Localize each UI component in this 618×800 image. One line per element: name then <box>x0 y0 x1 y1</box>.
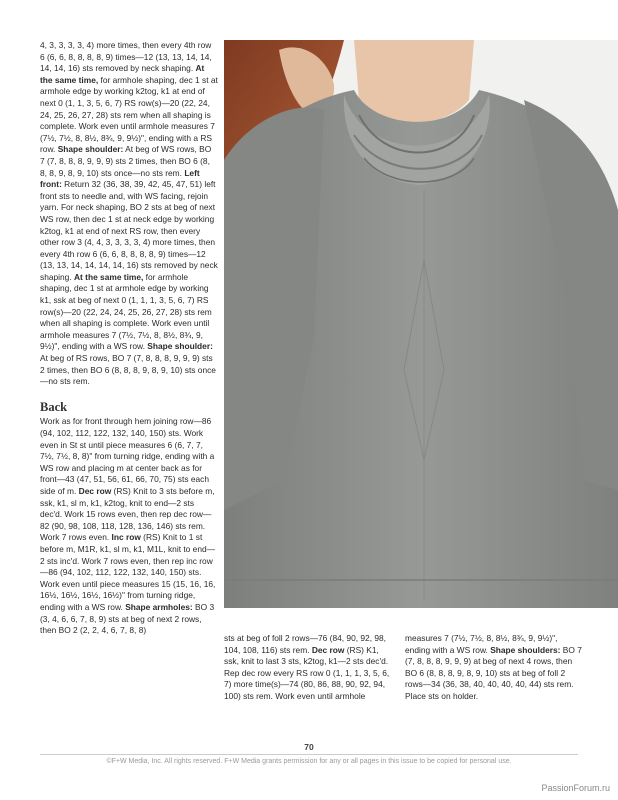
bold-term: Left front: <box>40 167 200 190</box>
text-run: measures 7 (7½, 7½, 8, 8½, 8¾, 9, 9½)", ending with a WS row. <box>405 633 558 655</box>
bold-term: Inc row <box>111 532 141 543</box>
section-heading-back: Back <box>40 399 68 414</box>
bold-term: Shape armholes: <box>125 601 193 612</box>
text-run: for armhole shaping, dec 1 st at armhole edge by working k1, ssk at beg of next 0 (1, 1, 1, 3, 5, 6, 7) RS row(s)—20 (22, 24, 24, 25, 26, 27, 28) sts rem when all shaping is complete. Work even until armhole measures 7 (7½, 7½, 8, 8½, 8¾, 9, 9½)", ending with a WS row. <box>40 271 212 352</box>
back-instructions-continued <box>224 633 396 703</box>
bottom-text-column-2 <box>224 633 396 703</box>
text-run: (RS) Knit to 3 sts before m, ssk, k1, sl m, k1, k2tog, knit to end—2 sts dec'd. Work 15 rows even, then rep dec row—82 (90, 98, 108, 118, 128, 136, 146) sts rem. Work 7 rows even. <box>40 485 215 543</box>
text-run: sts at beg of foll 2 rows—76 (84, 90, 92, 98, 104, 108, 116) sts rem. <box>224 633 387 655</box>
text-run: At beg of WS rows, BO 7 (7, 8, 8, 8, 9, 9, 9) sts 2 times, then BO 6 (8, 8, 8, 9, 8, 9, 10) sts once—no sts rem. <box>40 144 212 178</box>
text-run: 4, 3, 3, 3, 3, 4) more times, then every 4th row 6 (6, 6, 8, 8, 8, 8, 9) times—12 (13, 13, 14, 14, 14, 14, 16) sts removed by neck shaping. <box>40 40 212 74</box>
front-instructions <box>40 40 218 388</box>
back-shoulder-instructions <box>405 633 583 703</box>
sweater-illustration <box>224 40 618 608</box>
footer-divider <box>40 754 578 755</box>
bold-term: At the same time, <box>40 63 205 85</box>
text-run: (RS) Knit to 1 st before m, M1R, k1, sl m, k1, M1L, knit to end—2 sts inc'd. Work 7 rows even, then rep inc row—86 (94, 102, 112, 122, 132, 140, 150) sts. Work even until piece measures 15 (15, 16, 16, 16½, 16½, 16½, 16½)" from turning ridge, ending with a WS row. <box>40 532 216 612</box>
page-number: 70 <box>304 742 314 752</box>
bold-term: At the same time, <box>74 271 144 282</box>
bold-term: Shape shoulder: <box>147 341 213 352</box>
sweater-photo <box>224 40 618 608</box>
bottom-text-column-3 <box>405 633 583 703</box>
bold-term: Shape shoulder: <box>57 144 124 155</box>
text-run: BO 7 (7, 8, 8, 8, 9, 9, 9) at beg of next 4 rows, then BO 6 (8, 8, 8, 9, 8, 9, 10) sts at beg of foll 2 rows—34 (36, 38, 40, 40, 40, 40, 44) sts rem. Place sts on holder. <box>405 644 582 701</box>
watermark: PassionForum.ru <box>541 783 610 793</box>
back-instructions <box>40 416 218 636</box>
text-run: Return 32 (36, 38, 39, 42, 45, 47, 51) left front sts to needle and, with WS facing, rejoin yarn. For neck shaping, BO 2 sts at beg of next WS row, then dec 1 st at neck edge by working k2tog, k1 at end of next RS row, then every other row 3 (4, 4, 3, 3, 3, 3, 4) more times, then every 4th row 6 (6, 6, 8, 8, 8, 8, 9) times—12 (13, 13, 14, 14, 14, 14, 16) sts removed by neck shaping. <box>40 179 218 282</box>
text-run: At beg of RS rows, BO 7 (7, 8, 8, 8, 9, 9, 9) sts 2 times, then BO 6 (8, 8, 8, 9, 8, 9, 10) sts once—no sts rem. <box>40 353 216 387</box>
text-run: (RS) K1, ssk, knit to last 3 sts, k2tog, k1—2 sts dec'd. Rep dec row every RS row 0 (1, 1, 1, 3, 5, 6, 7) more time(s)—74 (80, 86, 88, 90, 92, 94, 100) sts rem. Work even until armhole <box>224 644 390 701</box>
left-text-column <box>40 40 218 637</box>
text-run: for armhole shaping, dec 1 st at armhole edge by working k2tog, k1 at end of next 0 (1, 1, 3, 5, 6, 7) RS row(s)—20 (22, 24, 24, 25, 26, 27, 28) sts rem when all shaping is complete. Work even until armhole measures 7 (7½, 7½, 8, 8½, 8¾, 9, 9½)", ending with a RS row. <box>40 74 218 155</box>
bold-term: Dec row <box>311 644 345 655</box>
text-run: Work as for front through hem joining row—86 (94, 102, 112, 122, 132, 140, 150) sts. Work even in St st until piece measures 6 (6, 7, 7, 7½, 7½, 8, 8)" from turning ridge, ending with a WS row and placing m at center back as for front—43 (47, 51, 56, 61, 66, 70, 75) sts each side of m. <box>40 416 215 496</box>
bold-term: Dec row <box>78 485 112 496</box>
text-run: BO 3 (3, 4, 6, 6, 7, 8, 9) sts at beg of next 2 rows, then BO 2 (2, 2, 4, 6, 7, 8, 8) <box>40 601 215 636</box>
copyright-notice: ©F+W Media, Inc. All rights reserved. F+W Media grants permission for any or all pages in this issue to be copied for personal use. <box>106 758 512 765</box>
bold-term: Shape shoulders: <box>490 644 561 655</box>
